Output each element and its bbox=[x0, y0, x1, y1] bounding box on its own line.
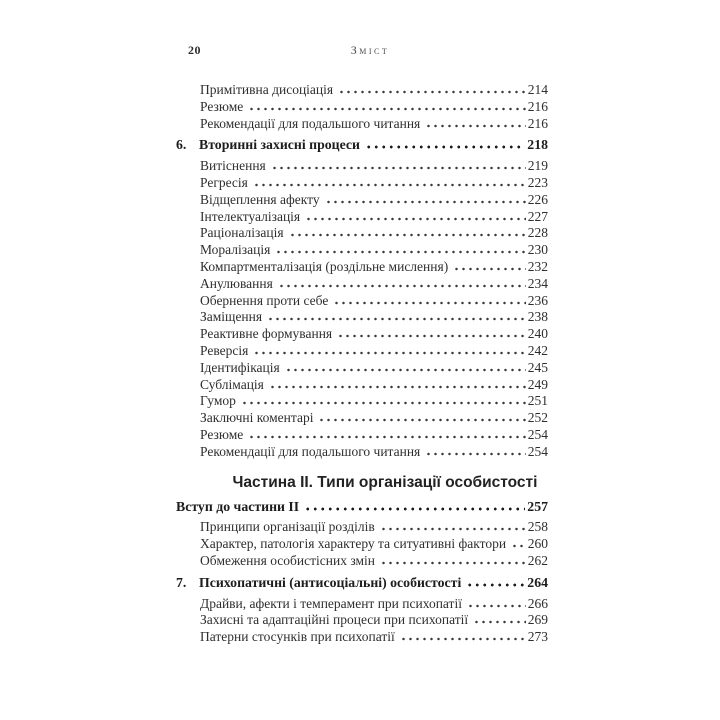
toc-entry-title: Витіснення bbox=[200, 158, 266, 174]
toc-entry-title: Вторинні захисні процеси bbox=[199, 137, 360, 153]
toc-entry bbox=[200, 309, 548, 326]
dot-leader bbox=[333, 301, 525, 305]
toc-entry bbox=[200, 259, 548, 276]
toc-entry-page: 254 bbox=[527, 443, 548, 459]
toc-entry-title: Реверсія bbox=[200, 342, 249, 358]
dot-leader bbox=[365, 145, 525, 149]
running-header-title: Зміст bbox=[350, 43, 390, 57]
toc-entry-page: 228 bbox=[527, 225, 548, 241]
toc-entry-title: Гумор bbox=[200, 393, 236, 409]
toc-entry-page: 258 bbox=[527, 519, 548, 535]
dot-leader bbox=[511, 544, 526, 548]
toc-entry bbox=[200, 326, 548, 343]
toc-entry bbox=[200, 82, 548, 99]
toc-entry-page: 240 bbox=[527, 326, 548, 342]
toc-entry-page: 257 bbox=[527, 498, 548, 514]
toc-entry-page: 216 bbox=[527, 98, 548, 114]
dot-leader bbox=[466, 583, 525, 587]
toc-chapter-entry bbox=[176, 575, 548, 592]
dot-leader bbox=[278, 284, 526, 288]
toc-entry-page: 262 bbox=[527, 552, 548, 568]
page-content bbox=[176, 0, 548, 646]
toc-entry-page: 266 bbox=[527, 595, 548, 611]
toc-entry bbox=[200, 410, 548, 427]
dot-leader bbox=[304, 507, 525, 511]
toc-entry-page: 252 bbox=[527, 410, 548, 426]
toc-entry-title: Заключні коментарі bbox=[200, 410, 314, 426]
dot-leader bbox=[275, 250, 525, 254]
toc-entry bbox=[200, 175, 548, 192]
toc-entry-page: 227 bbox=[527, 208, 548, 224]
toc-entry-page: 242 bbox=[527, 342, 548, 358]
toc-chapter-number: 6. bbox=[176, 137, 187, 153]
toc-entry-page: 245 bbox=[527, 359, 548, 375]
toc-entry-page: 236 bbox=[527, 292, 548, 308]
dot-leader bbox=[467, 604, 526, 608]
toc-entry-page: 216 bbox=[527, 115, 548, 131]
toc-entry-title: Вступ до частини ІІ bbox=[176, 498, 300, 514]
dot-leader bbox=[337, 334, 526, 338]
dot-leader bbox=[453, 267, 526, 271]
toc-entry-page: 232 bbox=[527, 258, 548, 274]
toc-entry-title: Ідентифікація bbox=[200, 359, 280, 375]
dot-leader bbox=[241, 401, 526, 405]
toc-entry bbox=[200, 629, 548, 646]
toc-entry-title: Патерни стосунків при психопатії bbox=[200, 629, 395, 645]
toc-entry-title: Психопатичні (антисоціальні) особистості bbox=[199, 574, 462, 590]
toc-entry-title: Рекомендації для подальшого читання bbox=[200, 115, 421, 131]
toc-entry-title: Раціоналізація bbox=[200, 225, 284, 241]
toc-entry bbox=[200, 427, 548, 444]
toc-entry bbox=[200, 293, 548, 310]
toc-entry-page: 249 bbox=[527, 376, 548, 392]
dot-leader bbox=[325, 200, 526, 204]
dot-leader bbox=[305, 217, 526, 221]
dot-leader bbox=[380, 527, 526, 531]
toc-entry bbox=[200, 393, 548, 410]
toc-entry bbox=[200, 158, 548, 175]
dot-leader bbox=[248, 435, 525, 439]
toc-entry-page: 260 bbox=[527, 536, 548, 552]
toc-entry bbox=[200, 209, 548, 226]
toc-entry-title: Інтелектуалізація bbox=[200, 208, 301, 224]
toc-chapter-number: 7. bbox=[176, 574, 187, 590]
toc-entry bbox=[200, 242, 548, 259]
toc-entry-page: 273 bbox=[527, 629, 548, 645]
toc-entry bbox=[200, 377, 548, 394]
dot-leader bbox=[289, 233, 526, 237]
toc-entry-title: Обмеження особистісних змін bbox=[200, 552, 375, 568]
toc-chapter-entry bbox=[176, 137, 548, 154]
toc-entry-title: Компартменталізація (роздільне мислення) bbox=[200, 258, 449, 274]
toc-entry-title: Захисні та адаптаційні процеси при психопатії bbox=[200, 612, 469, 628]
dot-leader bbox=[380, 561, 526, 565]
toc-entry-title: Сублімація bbox=[200, 376, 264, 392]
toc-entry bbox=[200, 596, 548, 613]
toc-entry-page: 264 bbox=[527, 574, 548, 590]
dot-leader bbox=[425, 452, 525, 456]
part-heading: Частина ІІ. Типи організації особистості bbox=[232, 473, 538, 491]
toc-entry-page: 218 bbox=[527, 137, 548, 153]
dot-leader bbox=[338, 90, 526, 94]
toc-entry-page: 254 bbox=[527, 426, 548, 442]
toc-entry-title: Реактивне формування bbox=[200, 326, 333, 342]
dot-leader bbox=[473, 620, 526, 624]
toc-entry-title: Обернення проти себе bbox=[200, 292, 329, 308]
dot-leader bbox=[285, 368, 526, 372]
toc-entry bbox=[200, 276, 548, 293]
toc-entry-page: 234 bbox=[527, 275, 548, 291]
dot-leader bbox=[318, 418, 525, 422]
toc-entry bbox=[200, 536, 548, 553]
dot-leader bbox=[253, 351, 525, 355]
toc-entry-title: Принципи організації розділів bbox=[200, 519, 375, 535]
toc-entry-title: Резюме bbox=[200, 98, 244, 114]
toc-entry-page: 230 bbox=[527, 242, 548, 258]
toc-entry-page: 238 bbox=[527, 309, 548, 325]
toc-entry bbox=[200, 444, 548, 461]
toc-entry-title: Заміщення bbox=[200, 309, 263, 325]
dot-leader bbox=[253, 183, 526, 187]
dot-leader bbox=[267, 317, 526, 321]
toc-entry-page: 226 bbox=[527, 191, 548, 207]
toc-entry-title: Драйви, афекти і темперамент при психопатії bbox=[200, 595, 462, 611]
toc-entry-title: Характер, патологія характеру та ситуативні фактори bbox=[200, 536, 507, 552]
toc-entry-title: Анулювання bbox=[200, 275, 273, 291]
toc-part-intro-entry bbox=[176, 499, 548, 516]
toc-entry bbox=[200, 519, 548, 536]
toc-entry bbox=[200, 343, 548, 360]
dot-leader bbox=[400, 637, 526, 641]
dot-leader bbox=[271, 166, 526, 170]
page-number: 20 bbox=[188, 43, 201, 57]
toc-entry-title: Примітивна дисоціація bbox=[200, 82, 334, 97]
toc-entry bbox=[200, 225, 548, 242]
dot-leader bbox=[425, 124, 525, 128]
toc-entry-title: Відщеплення афекту bbox=[200, 191, 320, 207]
toc-entry bbox=[200, 360, 548, 377]
toc-entry-title: Регресія bbox=[200, 174, 248, 190]
toc-entry-title: Резюме bbox=[200, 426, 244, 442]
toc-entry-page: 219 bbox=[527, 158, 548, 174]
toc-entry-title: Рекомендації для подальшого читання bbox=[200, 443, 421, 459]
toc-entry bbox=[200, 553, 548, 570]
toc-entry-page: 251 bbox=[527, 393, 548, 409]
table-of-contents bbox=[176, 82, 548, 646]
toc-entry-title: Моралізація bbox=[200, 242, 271, 258]
toc-entry bbox=[200, 192, 548, 209]
running-header bbox=[176, 43, 548, 57]
dot-leader bbox=[269, 385, 526, 389]
toc-entry-page: 269 bbox=[527, 612, 548, 628]
toc-entry bbox=[200, 612, 548, 629]
toc-entry-page: 223 bbox=[527, 174, 548, 190]
dot-leader bbox=[248, 107, 525, 111]
toc-entry bbox=[200, 116, 548, 133]
toc-entry bbox=[200, 99, 548, 116]
toc-entry-page: 214 bbox=[527, 82, 548, 97]
